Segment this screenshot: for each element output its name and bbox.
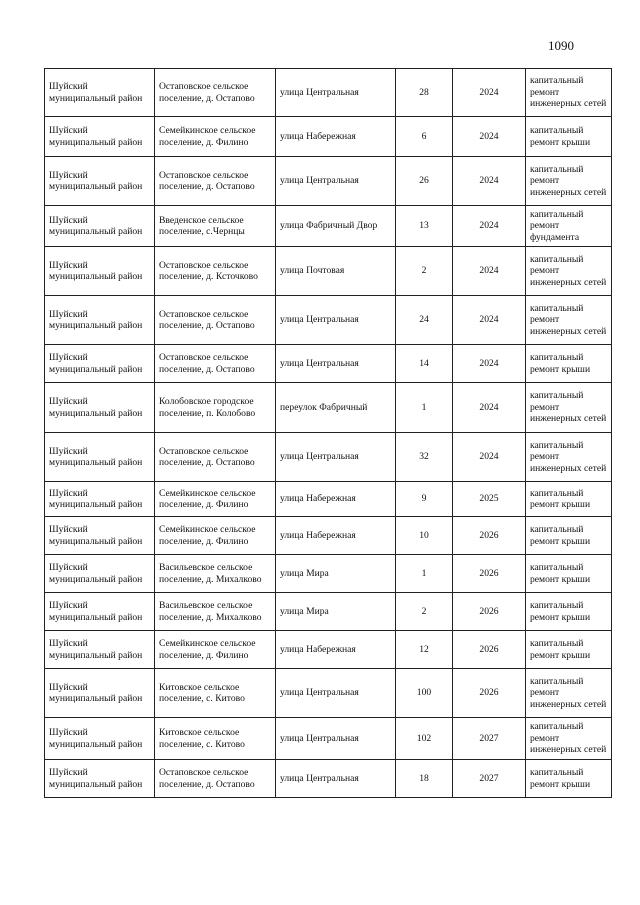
settlement-cell: Остаповское сельское поселение, д. Остапово — [155, 296, 276, 345]
street-cell: улица Почтовая — [276, 247, 396, 296]
table-row — [45, 482, 612, 517]
house-number-cell: 2 — [396, 247, 453, 296]
year-cell: 2024 — [453, 345, 526, 383]
year-cell: 2024 — [453, 69, 526, 117]
work-type-cell: капитальный ремонт крыши — [526, 117, 612, 157]
year-cell: 2027 — [453, 760, 526, 798]
table-row — [45, 157, 612, 206]
house-number-cell: 26 — [396, 157, 453, 206]
year-cell: 2024 — [453, 247, 526, 296]
table-row — [45, 517, 612, 555]
settlement-cell: Остаповское сельское поселение, д. Остапово — [155, 760, 276, 798]
street-cell: улица Центральная — [276, 433, 396, 482]
house-number-cell: 32 — [396, 433, 453, 482]
street-cell: улица Центральная — [276, 296, 396, 345]
table-row — [45, 117, 612, 157]
settlement-cell: Васильевское сельское поселение, д. Михалково — [155, 593, 276, 631]
work-type-cell: капитальный ремонт крыши — [526, 517, 612, 555]
street-cell: улица Набережная — [276, 117, 396, 157]
year-cell: 2024 — [453, 157, 526, 206]
table-row — [45, 631, 612, 669]
district-cell: Шуйский муниципальный район — [45, 69, 155, 117]
district-cell: Шуйский муниципальный район — [45, 247, 155, 296]
work-type-cell: капитальный ремонт крыши — [526, 760, 612, 798]
year-cell: 2026 — [453, 555, 526, 593]
table-row — [45, 296, 612, 345]
street-cell: улица Фабричный Двор — [276, 206, 396, 247]
table-row — [45, 247, 612, 296]
year-cell: 2026 — [453, 517, 526, 555]
settlement-cell: Остаповское сельское поселение, д. Остапово — [155, 433, 276, 482]
district-cell: Шуйский муниципальный район — [45, 718, 155, 760]
table-row — [45, 433, 612, 482]
table-row — [45, 669, 612, 718]
house-number-cell: 100 — [396, 669, 453, 718]
settlement-cell: Семейкинское сельское поселение, д. Филино — [155, 482, 276, 517]
district-cell: Шуйский муниципальный район — [45, 593, 155, 631]
settlement-cell: Введенское сельское поселение, с.Чернцы — [155, 206, 276, 247]
year-cell: 2026 — [453, 631, 526, 669]
house-number-cell: 12 — [396, 631, 453, 669]
table-row — [45, 383, 612, 433]
street-cell: улица Мира — [276, 555, 396, 593]
settlement-cell: Семейкинское сельское поселение, д. Филино — [155, 117, 276, 157]
table-row — [45, 69, 612, 117]
work-type-cell: капитальный ремонт крыши — [526, 345, 612, 383]
year-cell: 2024 — [453, 117, 526, 157]
district-cell: Шуйский муниципальный район — [45, 517, 155, 555]
street-cell: улица Набережная — [276, 631, 396, 669]
district-cell: Шуйский муниципальный район — [45, 669, 155, 718]
year-cell: 2024 — [453, 433, 526, 482]
district-cell: Шуйский муниципальный район — [45, 383, 155, 433]
street-cell: улица Центральная — [276, 69, 396, 117]
settlement-cell: Семейкинское сельское поселение, д. Филино — [155, 517, 276, 555]
district-cell: Шуйский муниципальный район — [45, 206, 155, 247]
district-cell: Шуйский муниципальный район — [45, 345, 155, 383]
table-row — [45, 760, 612, 798]
housing-repair-table — [44, 68, 612, 798]
work-type-cell: капитальный ремонт инженерных сетей — [526, 383, 612, 433]
street-cell: улица Набережная — [276, 517, 396, 555]
house-number-cell: 6 — [396, 117, 453, 157]
district-cell: Шуйский муниципальный район — [45, 157, 155, 206]
work-type-cell: капитальный ремонт инженерных сетей — [526, 718, 612, 760]
street-cell: улица Центральная — [276, 669, 396, 718]
district-cell: Шуйский муниципальный район — [45, 433, 155, 482]
street-cell: улица Центральная — [276, 760, 396, 798]
work-type-cell: капитальный ремонт крыши — [526, 593, 612, 631]
district-cell: Шуйский муниципальный район — [45, 555, 155, 593]
district-cell: Шуйский муниципальный район — [45, 296, 155, 345]
house-number-cell: 10 — [396, 517, 453, 555]
table-row — [45, 206, 612, 247]
district-cell: Шуйский муниципальный район — [45, 760, 155, 798]
street-cell: улица Центральная — [276, 345, 396, 383]
work-type-cell: капитальный ремонт инженерных сетей — [526, 157, 612, 206]
table-row — [45, 718, 612, 760]
street-cell: улица Центральная — [276, 157, 396, 206]
work-type-cell: капитальный ремонт крыши — [526, 631, 612, 669]
house-number-cell: 1 — [396, 383, 453, 433]
house-number-cell: 1 — [396, 555, 453, 593]
house-number-cell: 28 — [396, 69, 453, 117]
year-cell: 2027 — [453, 718, 526, 760]
settlement-cell: Китовское сельское поселение, с. Китово — [155, 718, 276, 760]
year-cell: 2024 — [453, 383, 526, 433]
street-cell: переулок Фабричный — [276, 383, 396, 433]
settlement-cell: Васильевское сельское поселение, д. Михалково — [155, 555, 276, 593]
house-number-cell: 13 — [396, 206, 453, 247]
table-row — [45, 345, 612, 383]
work-type-cell: капитальный ремонт инженерных сетей — [526, 296, 612, 345]
street-cell: улица Набережная — [276, 482, 396, 517]
year-cell: 2024 — [453, 206, 526, 247]
page-number: 1090 — [548, 38, 574, 53]
work-type-cell: капитальный ремонт крыши — [526, 555, 612, 593]
settlement-cell: Остаповское сельское поселение, д. Остапово — [155, 69, 276, 117]
settlement-cell: Остаповское сельское поселение, д. Остапово — [155, 345, 276, 383]
house-number-cell: 2 — [396, 593, 453, 631]
house-number-cell: 24 — [396, 296, 453, 345]
year-cell: 2025 — [453, 482, 526, 517]
district-cell: Шуйский муниципальный район — [45, 631, 155, 669]
street-cell: улица Мира — [276, 593, 396, 631]
house-number-cell: 102 — [396, 718, 453, 760]
work-type-cell: капитальный ремонт инженерных сетей — [526, 69, 612, 117]
house-number-cell: 14 — [396, 345, 453, 383]
district-cell: Шуйский муниципальный район — [45, 117, 155, 157]
house-number-cell: 18 — [396, 760, 453, 798]
year-cell: 2026 — [453, 669, 526, 718]
year-cell: 2024 — [453, 296, 526, 345]
settlement-cell: Китовское сельское поселение, с. Китово — [155, 669, 276, 718]
work-type-cell: капитальный ремонт фундамента — [526, 206, 612, 247]
street-cell: улица Центральная — [276, 718, 396, 760]
house-number-cell: 9 — [396, 482, 453, 517]
district-cell: Шуйский муниципальный район — [45, 482, 155, 517]
settlement-cell: Колобовское городское поселение, п. Колобово — [155, 383, 276, 433]
work-type-cell: капитальный ремонт инженерных сетей — [526, 669, 612, 718]
work-type-cell: капитальный ремонт инженерных сетей — [526, 433, 612, 482]
settlement-cell: Остаповское сельское поселение, д. Остапово — [155, 157, 276, 206]
settlement-cell: Остаповское сельское поселение, д. Ксточково — [155, 247, 276, 296]
year-cell: 2026 — [453, 593, 526, 631]
table-row — [45, 555, 612, 593]
work-type-cell: капитальный ремонт крыши — [526, 482, 612, 517]
table-row — [45, 593, 612, 631]
work-type-cell: капитальный ремонт инженерных сетей — [526, 247, 612, 296]
settlement-cell: Семейкинское сельское поселение, д. Филино — [155, 631, 276, 669]
